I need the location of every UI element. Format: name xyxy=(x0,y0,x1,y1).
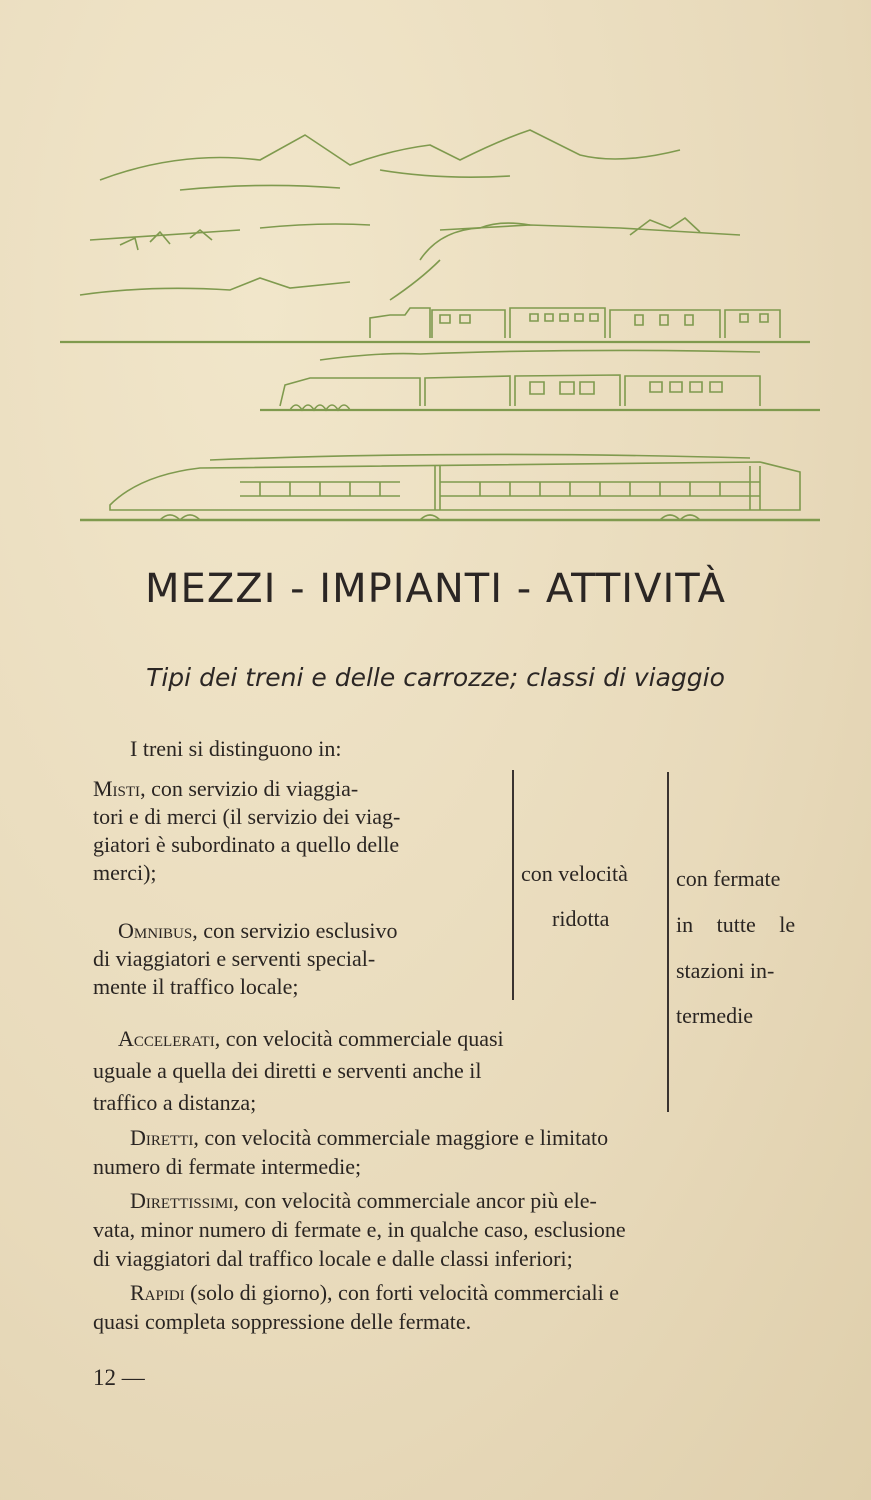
accelerati-term: Accelerati xyxy=(118,1026,215,1051)
diretti-term: Diretti xyxy=(130,1125,194,1150)
stops-label-line-1: con fermate xyxy=(676,866,781,891)
accelerati-line-2: uguale a quella dei diretti e serventi anche il xyxy=(93,1058,482,1083)
direttissimi-line-1: Direttissimi, con velocità commerciale ancor più ele- xyxy=(130,1188,597,1213)
stops-label-line-2: in tutte le xyxy=(676,912,796,937)
intro-text: I treni si distinguono in: xyxy=(130,736,342,761)
page-title: MEZZI - IMPIANTI - ATTIVITÀ xyxy=(145,566,726,612)
omnibus-line-1: Omnibus, con servizio esclusivo xyxy=(118,918,398,943)
misti-line-4: merci); xyxy=(93,860,157,885)
direttissimi-line-2: vata, minor numero di fermate e, in qualche caso, esclusione xyxy=(93,1217,626,1242)
section-subtitle: Tipi dei treni e delle carrozze; classi di viaggio xyxy=(146,663,725,692)
bracket-line-speed xyxy=(512,770,514,1000)
rapidi-line-2: quasi completa soppressione delle fermate. xyxy=(93,1309,472,1334)
misti-line-2: tori e di merci (il servizio dei viag- xyxy=(93,804,401,829)
stops-label-line-4: termedie xyxy=(676,1003,753,1028)
stops-label-line-3: stazioni in- xyxy=(676,958,775,983)
bracket-line-stops xyxy=(667,772,669,1112)
trains-illustration xyxy=(60,110,820,540)
direttissimi-term: Direttissimi xyxy=(130,1188,234,1213)
misti-line-3: giatori è subordinato a quello delle xyxy=(93,832,400,857)
diretti-line-1: Diretti, con velocità commerciale maggiore e limitato xyxy=(130,1125,609,1150)
page-number: 12 — xyxy=(93,1365,145,1390)
direttissimi-line-3: di viaggiatori dal traffico locale e dalle classi inferiori; xyxy=(93,1246,573,1271)
omnibus-line-2: di viaggiatori e serventi special- xyxy=(93,946,376,971)
accelerati-line-3: traffico a distanza; xyxy=(93,1090,257,1115)
mountains-drawing xyxy=(100,130,680,180)
speed-label-line-1: con velocità xyxy=(521,861,628,886)
misti-line-1: Misti, con servizio di viaggia- xyxy=(93,776,359,801)
omnibus-term: Omnibus xyxy=(118,918,193,943)
speed-label-line-2: ridotta xyxy=(552,906,610,931)
rapidi-line-1: Rapidi (solo di giorno), con forti velocità commerciali e xyxy=(130,1280,620,1305)
diretti-line-2: numero di fermate intermedie; xyxy=(93,1154,362,1179)
rapidi-term: Rapidi xyxy=(130,1280,185,1305)
misti-term: Misti xyxy=(93,776,141,801)
accelerati-line-1: Accelerati, con velocità commerciale quasi xyxy=(118,1026,504,1051)
omnibus-line-3: mente il traffico locale; xyxy=(93,974,299,999)
